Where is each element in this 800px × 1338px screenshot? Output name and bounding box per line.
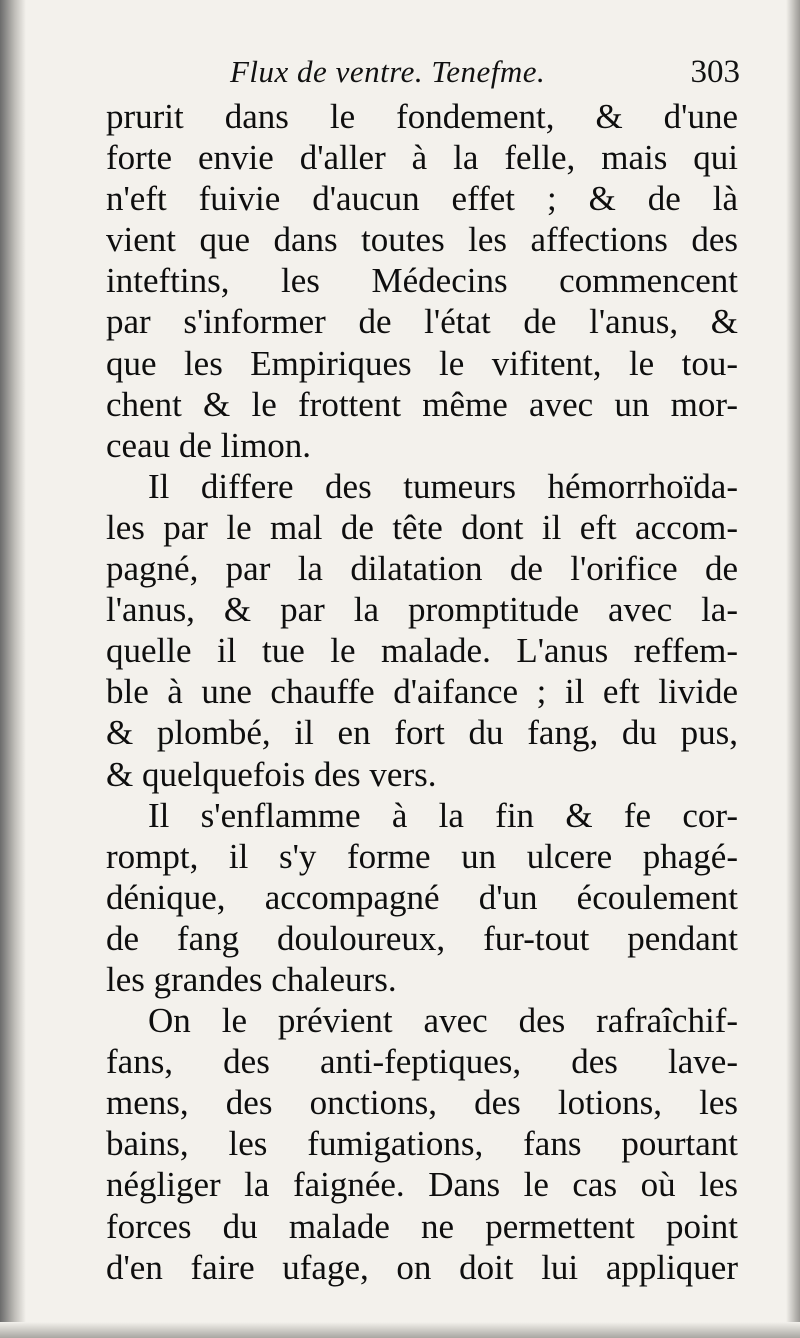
text-line: les grandes chaleurs. [106,959,397,999]
text-line: que les Empiriques le vifitent, le tou- [106,343,738,383]
bottom-edge-shadow [0,1322,800,1338]
text-line: d'en faire ufage, on doit lui appliquer [106,1247,738,1287]
text-line: & plombé, il en fort du fang, du pus, [106,713,738,753]
page-header [108,52,740,96]
text-line: Il s'enflamme à la fin & fe cor- [148,795,738,835]
text-line: forte envie d'aller à la felle, mais qui [106,138,738,178]
text-line: mens, des onctions, des lotions, les [106,1083,738,1123]
text-line: bains, les fumigations, fans pourtant [106,1124,738,1164]
text-line: quelle il tue le malade. L'anus reffem- [106,631,738,671]
text-line: de fang douloureux, fur-tout pendant [106,918,738,958]
text-line: dénique, accompagné d'un écoulement [106,877,738,917]
text-line: les par le mal de tête dont il eft accom- [106,507,738,547]
text-line: négliger la faignée. Dans le cas où les [106,1165,738,1205]
text-line: prurit dans le fondement, & d'une [106,97,738,136]
running-title: Flux de ventre. Tenefme. [230,54,546,89]
text-line: par s'informer de l'état de l'anus, & [106,302,738,342]
text-line: ble à une chauffe d'aifance ; il eft livide [106,672,738,712]
text-line: Il differe des tumeurs hémorrhoïda- [148,466,738,506]
text-line: l'anus, & par la promptitude avec la- [106,590,738,630]
text-line: chent & le frottent même avec un mor- [106,384,738,424]
page-edge-shadow [786,0,800,1338]
text-line: rompt, il s'y forme un ulcere phagé- [106,836,738,876]
text-line: fans, des anti-feptiques, des lave- [106,1042,738,1082]
text-line: n'eft fuivie d'aucun effet ; & de là [106,179,738,219]
body-text [106,96,738,1288]
text-line: On le prévient avec des rafraîchif- [148,1001,738,1041]
page-number: 303 [690,54,740,90]
text-line: vient que dans toutes les affections des [106,220,738,260]
text-line: pagné, par la dilatation de l'orifice de [106,549,738,589]
text-line: forces du malade ne permettent point [106,1206,738,1246]
text-line: & quelquefois des vers. [106,754,437,794]
text-line: inteftins, les Médecins commencent [106,261,738,301]
gutter-shadow [0,0,26,1338]
text-line: ceau de limon. [106,425,312,465]
